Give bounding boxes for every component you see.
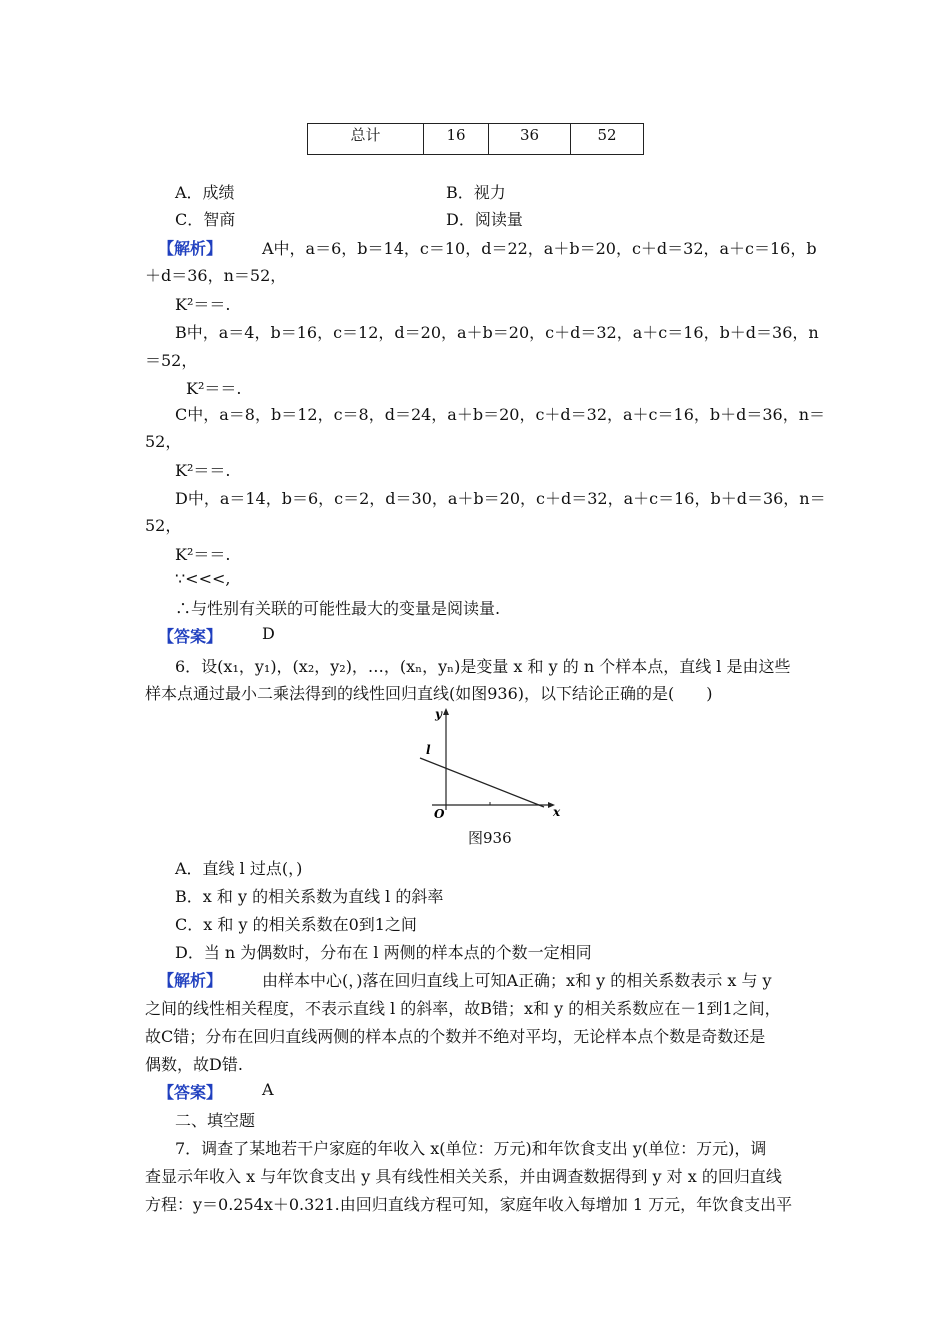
y-axis-arrow-icon xyxy=(443,708,449,715)
analysis-a-line2: ＋d＝36，n＝52， xyxy=(145,266,287,285)
table-cell: 52 xyxy=(571,124,644,155)
analysis-k2-b: K²＝＝. xyxy=(186,379,242,398)
analysis-b-line2: ＝52， xyxy=(145,351,198,370)
q7-line2: 查显示年收入 x 与年饮食支出 y 具有线性相关关系，并由调查数据得到 y 对 x 的回归直线 xyxy=(145,1167,782,1186)
table-cell: 16 xyxy=(424,124,489,155)
analysis-c-line1: C中，a＝8，b＝12，c＝8，d＝24，a＋b＝20，c＋d＝32，a＋c＝16，b＋d＝36，n＝ xyxy=(175,405,826,424)
analysis-k2-c: K²＝＝. xyxy=(175,461,231,480)
table-cell: 36 xyxy=(489,124,571,155)
analysis-b-line1: B中，a＝4，b＝16，c＝12，d＝20，a＋b＝20，c＋d＝32，a＋c＝16，b＋d＝36，n xyxy=(175,323,819,342)
q5-option-d: D．阅读量 xyxy=(446,210,523,229)
analysis-because: ∵<<<, xyxy=(175,569,231,588)
q6-stem-line1: 6．设(x₁，y₁)，(x₂，y₂)，…，(xₙ，yₙ)是变量 x 和 y 的 n 个样本点，直线 l 是由这些 xyxy=(175,657,791,676)
analysis-tag: 【解析】 xyxy=(158,239,223,258)
analysis-c-line2: 52， xyxy=(145,432,182,451)
answer-value: D xyxy=(262,624,275,643)
analysis-a-line1: A中，a＝6，b＝14，c＝10，d＝22，a＋b＝20，c＋d＝32，a＋c＝16，b xyxy=(262,239,817,258)
q6-analysis-line4: 偶数，故D错. xyxy=(145,1055,243,1074)
answer-tag: 【答案】 xyxy=(158,627,223,646)
q6-analysis-line3: 故C错；分布在回归直线两侧的样本点的个数并不绝对平均，无论样本点个数是奇数还是 xyxy=(145,1027,766,1046)
q7-line3: 方程：y＝0.254x＋0.321.由回归直线方程可知，家庭年收入每增加 1 万元，年饮食支出平 xyxy=(145,1195,793,1214)
q6-option-b: B．x 和 y 的相关系数为直线 l 的斜率 xyxy=(175,887,444,906)
regression-line xyxy=(420,758,544,807)
q5-option-b: B．视力 xyxy=(446,183,506,202)
figure-caption: 图936 xyxy=(468,829,512,847)
q6-answer-tag: 【答案】 xyxy=(158,1083,223,1102)
q6-analysis-line1: 由样本中心(，)落在回归直线上可知A正确；x和 y 的相关系数表示 x 与 y xyxy=(262,971,772,990)
analysis-d-line1: D中，a＝14，b＝6，c＝2，d＝30，a＋b＝20，c＋d＝32，a＋c＝16，b＋d＝36，n＝ xyxy=(175,489,826,508)
table-row xyxy=(308,124,644,155)
section-heading: 二、填空题 xyxy=(175,1111,256,1130)
q7-line1: 7．调查了某地若干户家庭的年收入 x(单位：万元)和年饮食支出 y(单位：万元)，调 xyxy=(175,1139,767,1158)
q6-analysis-line2: 之间的线性相关程度，不表示直线 l 的斜率，故B错；x和 y 的相关系数应在－1到1之间， xyxy=(145,999,781,1018)
q6-stem-line2: 样本点通过最小二乘法得到的线性回归直线(如图936)，以下结论正确的是( ) xyxy=(145,684,713,703)
q5-option-a: A．成绩 xyxy=(175,183,235,202)
q6-option-a: A．直线 l 过点(，) xyxy=(175,859,303,878)
origin-label: O xyxy=(434,807,445,818)
analysis-d-line2: 52， xyxy=(145,516,182,535)
table-cell-label: 总计 xyxy=(308,124,424,155)
regression-line-figure xyxy=(412,706,562,818)
y-axis-label: y xyxy=(435,707,442,721)
analysis-k2-a: K²＝＝. xyxy=(175,295,231,314)
q5-option-c: C．智商 xyxy=(175,210,236,229)
q6-option-d: D．当 n 为偶数时，分布在 l 两侧的样本点的个数一定相同 xyxy=(175,943,592,962)
analysis-therefore: ∴与性别有关联的可能性最大的变量是阅读量. xyxy=(175,599,501,618)
x-axis-label: x xyxy=(553,805,561,818)
analysis-k2-d: K²＝＝. xyxy=(175,545,231,564)
q6-answer-value: A xyxy=(262,1080,274,1099)
line-label: l xyxy=(426,743,431,757)
q6-analysis-tag: 【解析】 xyxy=(158,971,223,990)
q6-option-c: C．x 和 y 的相关系数在0到1之间 xyxy=(175,915,417,934)
contingency-table-total-row xyxy=(307,123,644,155)
